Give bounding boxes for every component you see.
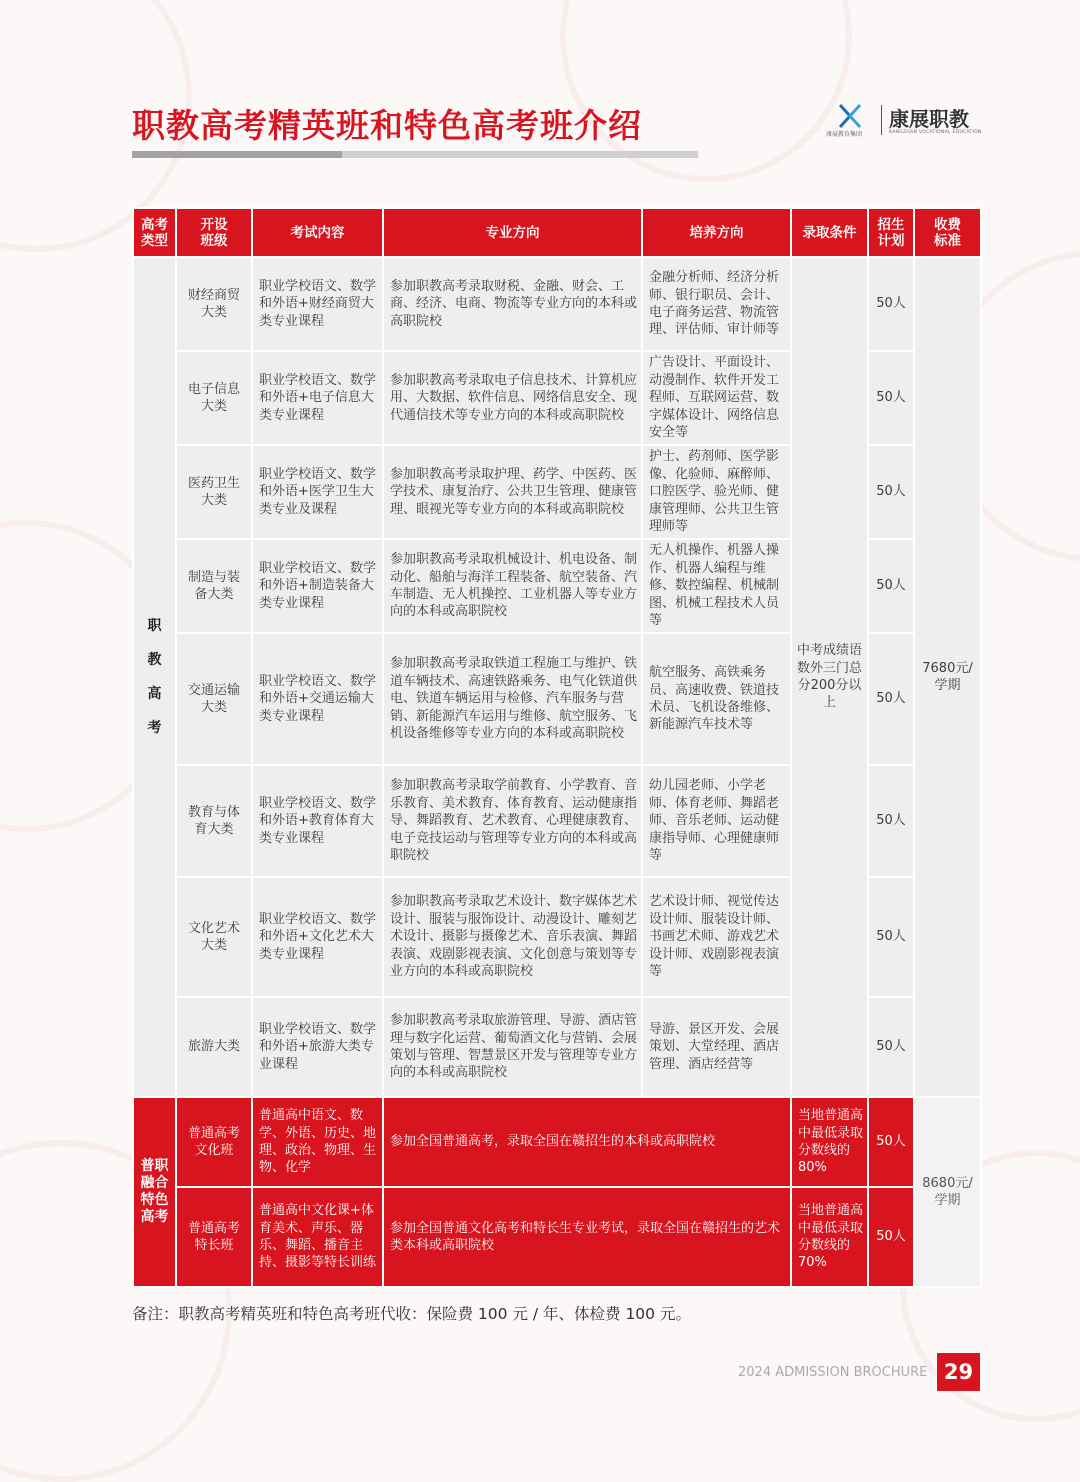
header-type: 高考类型 — [133, 208, 176, 257]
logo-group-name: 康展教育集团 — [826, 131, 863, 138]
major-cell: 参加职教高考录取机械设计、机电设备、制动化、船舶与海洋工程装备、航空装备、汽车制造、无人机操控、工业机器人等专业方向的本科或高职院校 — [383, 539, 642, 633]
class-cell: 医药卫生大类 — [176, 445, 252, 539]
career-cell: 艺术设计师、视觉传达设计师、服装设计师、书画艺术师、游戏艺术设计师、戏剧影视表演等 — [642, 877, 791, 997]
exam-cell: 职业学校语文、数学和外语+教育体育大类专业课程 — [252, 765, 383, 877]
career-cell: 无人机操作、机器人操作、机器人编程与维修、数控编程、机械制图、机械工程技术人员等 — [642, 539, 791, 633]
program-table — [132, 207, 982, 1288]
career-cell: 航空服务、高铁乘务员、高速收费、铁道技术员、飞机设备维修、新能源汽车技术等 — [642, 633, 791, 765]
plan-cell: 50人 — [868, 1187, 914, 1287]
class-cell: 制造与装备大类 — [176, 539, 252, 633]
major-cell: 参加职教高考录取艺术设计、数字媒体艺术设计、服装与服饰设计、动漫设计、雕刻艺术设计、摄影与摄像艺术、音乐表演、舞蹈表演、戏剧影视表演、文化创意与策划等专业方向的本科或高职院校 — [383, 877, 642, 997]
admission-vocational: 中考成绩语数外三门总分200分以上 — [791, 257, 868, 1097]
fee-general: 8680元/学期 — [914, 1097, 981, 1287]
header-plan: 招生计划 — [868, 208, 914, 257]
table-row — [133, 1187, 981, 1287]
header-class: 开设班级 — [176, 208, 252, 257]
class-cell: 普通高考文化班 — [176, 1097, 252, 1187]
header-major: 专业方向 — [383, 208, 642, 257]
vocational-section — [133, 257, 981, 1097]
plan-cell: 50人 — [868, 1097, 914, 1187]
title-underline-accent — [132, 151, 342, 158]
major-cell: 参加全国普通文化高考和特长生专业考试，录取全国在赣招生的艺术类本科或高职院校 — [383, 1187, 791, 1287]
major-cell: 参加职教高考录取旅游管理、导游、酒店管理与数字化运营、葡萄酒文化与营销、会展策划与管理、智慧景区开发与管理等专业方向的本科或高职院校 — [383, 997, 642, 1097]
exam-cell: 职业学校语文、数学和外语+旅游大类专业课程 — [252, 997, 383, 1097]
header-admission: 录取条件 — [791, 208, 868, 257]
exam-cell: 职业学校语文、数学和外语+财经商贸大类专业课程 — [252, 257, 383, 351]
major-cell: 参加职教高考录取电子信息技术、计算机应用、大数据、软件信息、网络信息安全、现代通信技术等专业方向的本科或高职院校 — [383, 351, 642, 445]
class-cell: 普通高考特长班 — [176, 1187, 252, 1287]
plan-cell: 50人 — [868, 539, 914, 633]
plan-cell: 50人 — [868, 257, 914, 351]
major-cell: 参加职教高考录取护理、药学、中医药、医学技术、康复治疗、公共卫生管理、健康管理、眼视光等专业方向的本科或高职院校 — [383, 445, 642, 539]
career-cell: 广告设计、平面设计、动漫制作、软件开发工程师、互联网运营、数字媒体设计、网络信息安全等 — [642, 351, 791, 445]
plan-cell: 50人 — [868, 633, 914, 765]
exam-cell: 职业学校语文、数学和外语+交通运输大类专业课程 — [252, 633, 383, 765]
plan-cell: 50人 — [868, 445, 914, 539]
career-cell: 导游、景区开发、会展策划、大堂经理、酒店管理、酒店经营等 — [642, 997, 791, 1097]
exam-cell: 普通高中语文、数学、外语、历史、地理、政治、物理、生物、化学 — [252, 1097, 383, 1187]
brochure-label: 2024 ADMISSION BROCHURE — [738, 1365, 928, 1380]
general-section — [133, 1097, 981, 1287]
logo-brand-name: 康展职教 — [889, 107, 969, 131]
class-cell: 旅游大类 — [176, 997, 252, 1097]
class-cell: 交通运输大类 — [176, 633, 252, 765]
class-cell: 电子信息大类 — [176, 351, 252, 445]
exam-cell: 普通高中文化课+体育美术、声乐、器乐、舞蹈、播音主持、摄影等特长训练 — [252, 1187, 383, 1287]
type-general: 普职融合特色高考 — [133, 1097, 176, 1287]
exam-cell: 职业学校语文、数学和外语+制造装备大类专业课程 — [252, 539, 383, 633]
class-cell: 教育与体育大类 — [176, 765, 252, 877]
plan-cell: 50人 — [868, 765, 914, 877]
type-vocational: 职教高考 — [133, 257, 176, 1097]
header-exam: 考试内容 — [252, 208, 383, 257]
career-cell: 金融分析师、经济分析师、银行职员、会计、电子商务运营、物流管理、评估师、审计师等 — [642, 257, 791, 351]
career-cell: 幼儿园老师、小学老师、体育老师、舞蹈老师、音乐老师、运动健康指导师、心理健康师等 — [642, 765, 791, 877]
plan-cell: 50人 — [868, 877, 914, 997]
plan-cell: 50人 — [868, 351, 914, 445]
exam-cell: 职业学校语文、数学和外语+医学卫生大类专业及课程 — [252, 445, 383, 539]
class-cell: 财经商贸大类 — [176, 257, 252, 351]
header-fee: 收费标准 — [914, 208, 981, 257]
footnote: 备注：职教高考精英班和特色高考班代收：保险费 100 元 / 年、体检费 100 元。 — [132, 1305, 691, 1323]
admission-cell: 当地普通高中最低录取分数线的80% — [791, 1097, 868, 1187]
header-career: 培养方向 — [642, 208, 791, 257]
exam-cell: 职业学校语文、数学和外语+文化艺术大类专业课程 — [252, 877, 383, 997]
logo-divider — [881, 105, 882, 135]
major-cell: 参加职教高考录取铁道工程施工与维护、铁道车辆技术、高速铁路乘务、电气化铁道供电、铁道车辆运用与检修、汽车服务与营销、新能源汽车运用与维修、航空服务、飞机设备维修等专业方向的本科或高职院校 — [383, 633, 642, 765]
table-row — [133, 1097, 981, 1187]
logo-english-name: KANGZHAN VOCATIONAL EDUCATION — [889, 130, 982, 135]
page-title: 职教高考精英班和特色高考班介绍 — [132, 106, 642, 145]
exam-cell: 职业学校语文、数学和外语+电子信息大类专业课程 — [252, 351, 383, 445]
class-cell: 文化艺术大类 — [176, 877, 252, 997]
major-cell: 参加职教高考录取学前教育、小学教育、音乐教育、美术教育、体育教育、运动健康指导、舞蹈教育、艺术教育、心理健康教育、电子竞技运动与管理等专业方向的本科或高职院校 — [383, 765, 642, 877]
major-cell: 参加全国普通高考，录取全国在赣招生的本科或高职院校 — [383, 1097, 791, 1187]
table-row — [133, 257, 981, 351]
table-header-row — [133, 208, 981, 257]
fee-vocational: 7680元/学期 — [914, 257, 981, 1097]
career-cell: 护士、药剂师、医学影像、化验师、麻醉师、口腔医学、验光师、健康管理师、公共卫生管理师等 — [642, 445, 791, 539]
brand-logo — [826, 103, 986, 139]
major-cell: 参加职教高考录取财税、金融、财会、工商、经济、电商、物流等专业方向的本科或高职院校 — [383, 257, 642, 351]
page-number: 29 — [937, 1353, 980, 1391]
plan-cell: 50人 — [868, 997, 914, 1097]
admission-cell: 当地普通高中最低录取分数线的70% — [791, 1187, 868, 1287]
